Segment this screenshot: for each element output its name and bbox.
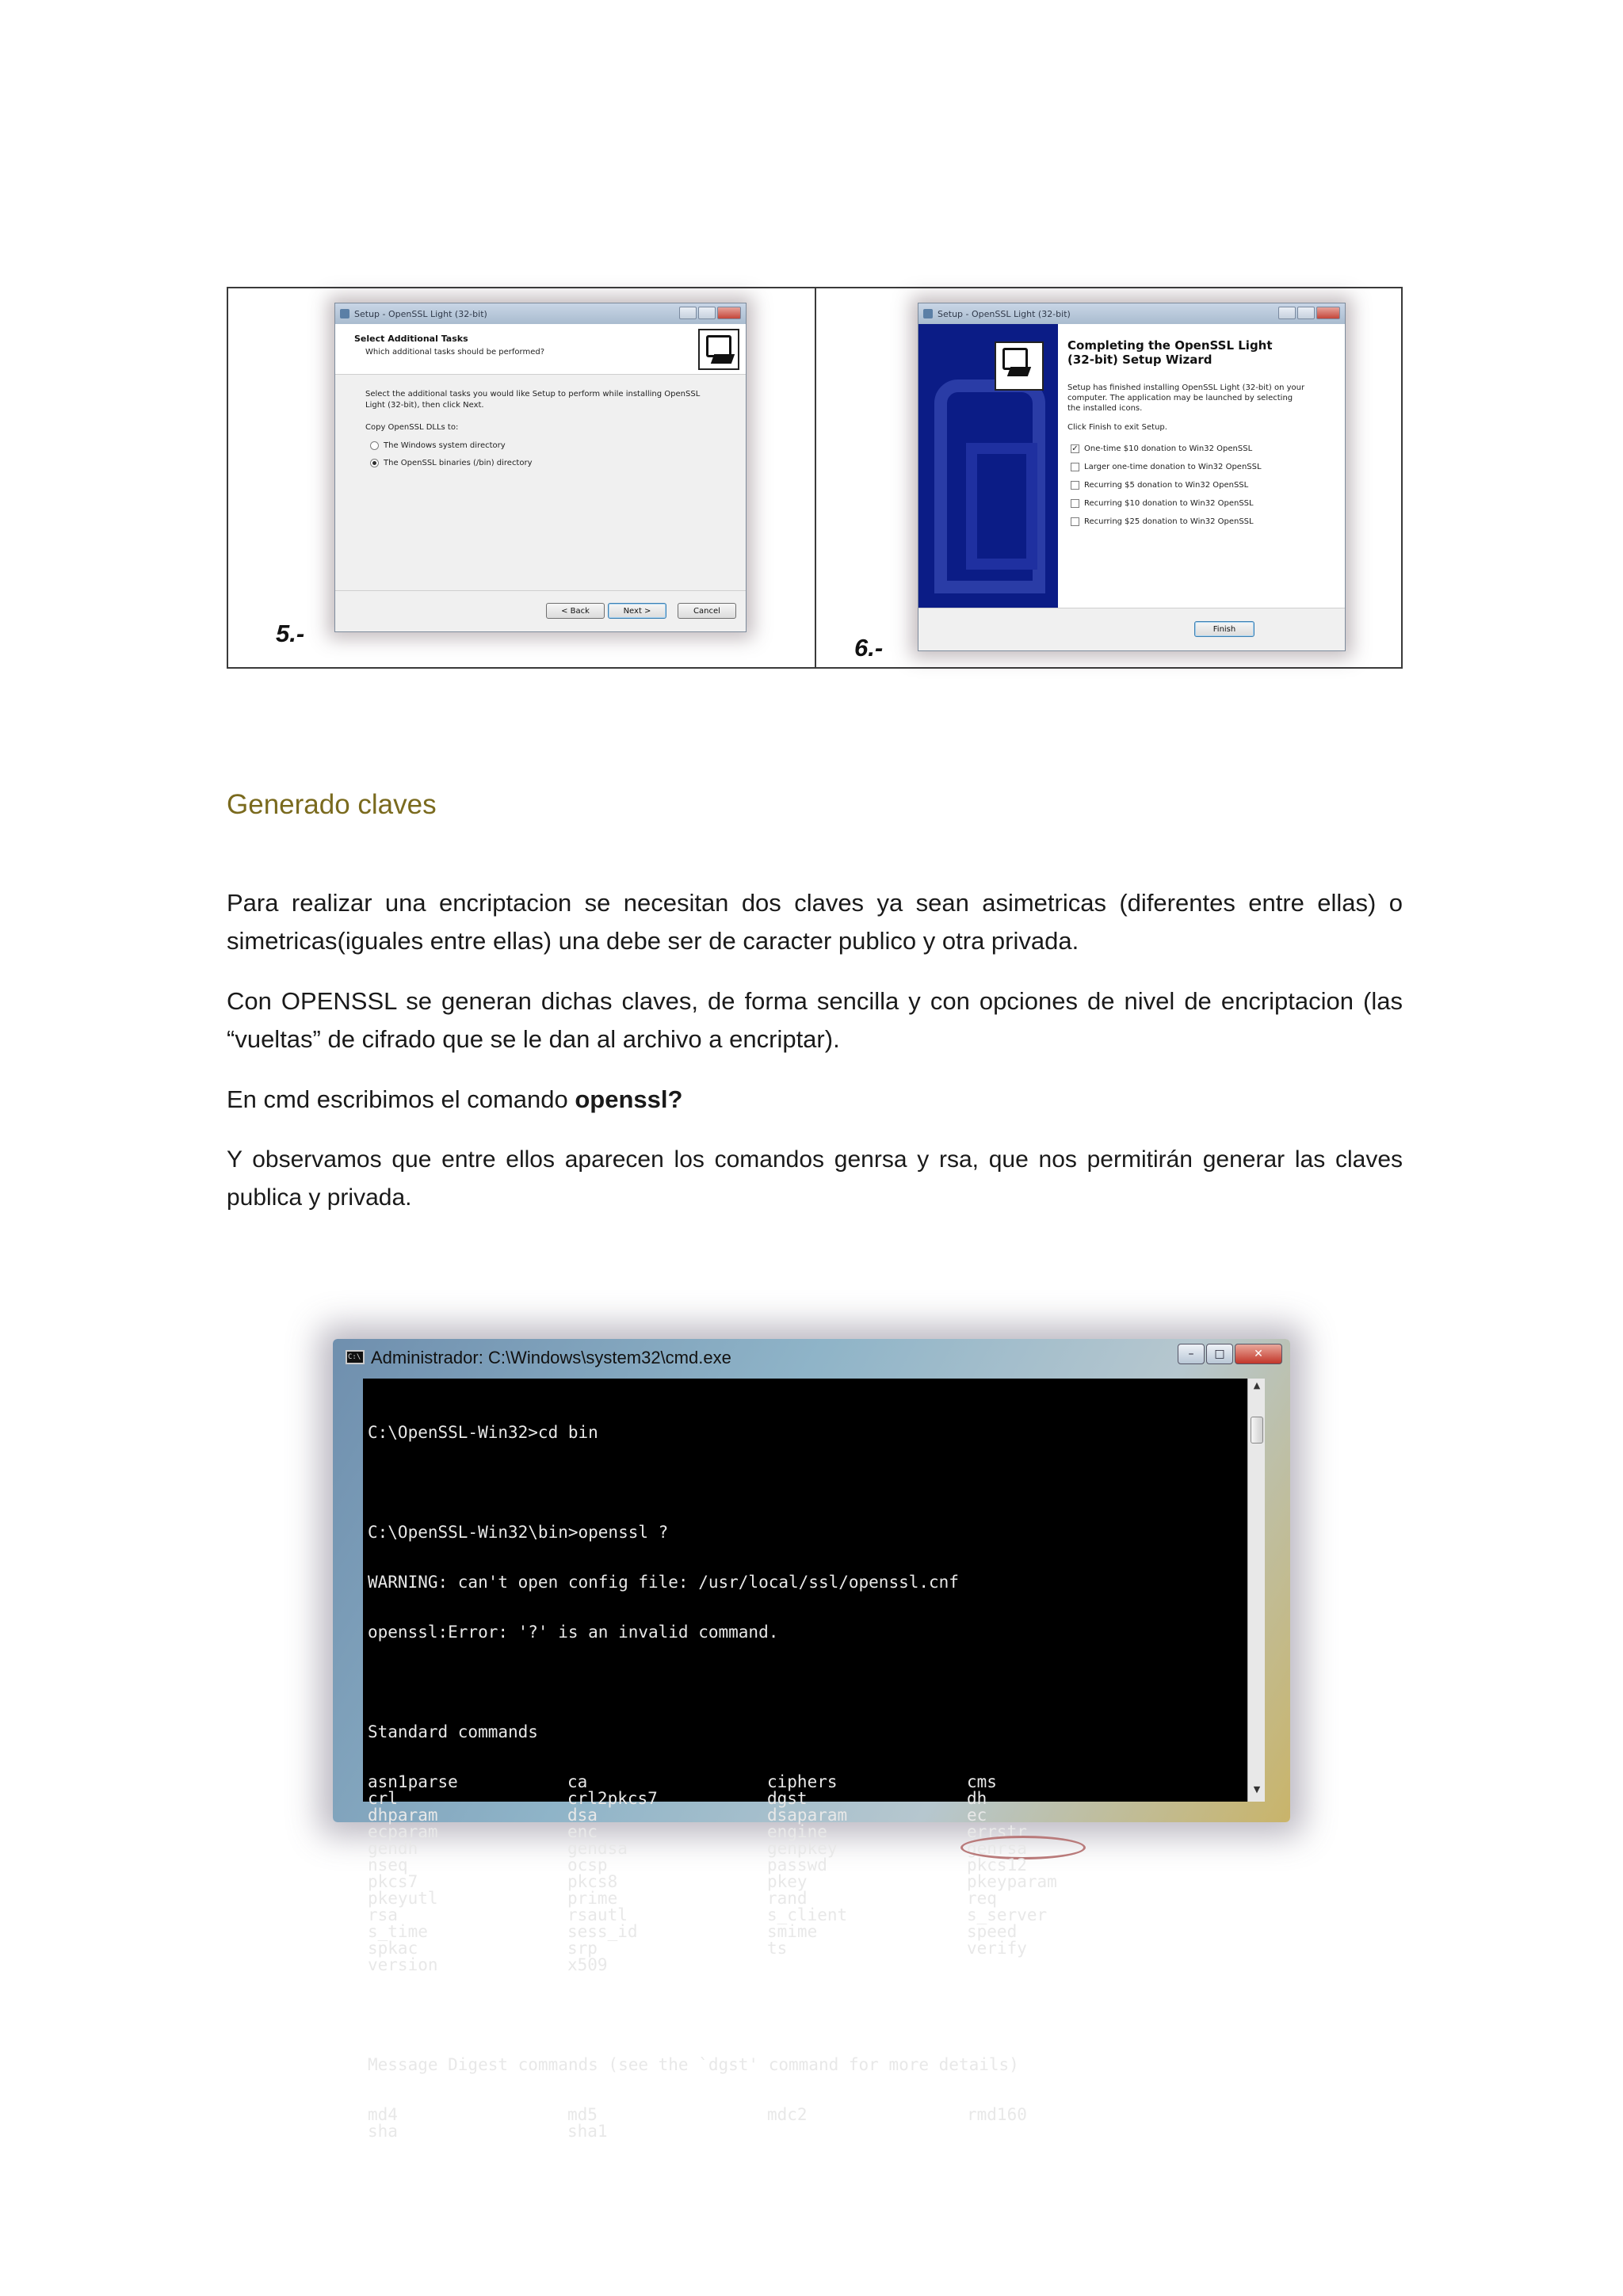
standard-command-row (368, 1890, 1019, 1907)
command-pkcs8: pkcs8 (567, 1872, 618, 1891)
command-ts: ts (767, 1939, 788, 1958)
standard-command-row (368, 1774, 1019, 1791)
window-controls (1178, 1344, 1282, 1364)
installer-screenshots-table (227, 287, 1403, 669)
command-version: version (368, 1955, 438, 1974)
radio-icon (370, 441, 379, 450)
command-s-server: s_server (967, 1905, 1048, 1924)
maximize-button[interactable] (1297, 307, 1315, 319)
command-s-time: s_time (368, 1922, 428, 1941)
command-verify: verify (967, 1939, 1027, 1958)
standard-command-row (368, 1905, 1048, 1924)
command-x509: x509 (567, 1955, 608, 1974)
command-rmd160: rmd160 (967, 2105, 1027, 2124)
section-heading: Generado claves (227, 789, 437, 820)
command-crl: crl (368, 1789, 398, 1808)
wizard-content (1058, 324, 1345, 609)
completing-wizard-dialog (918, 303, 1346, 651)
checkbox-icon (1071, 499, 1079, 508)
console-output[interactable] (363, 1379, 1265, 2141)
donation-checkbox-3[interactable] (1071, 481, 1248, 490)
cmd-window-title: Administrador: C:\Windows\system32\cmd.exe (371, 1348, 731, 1367)
command-genpkey: genpkey (767, 1839, 838, 1858)
command-rand: rand (767, 1889, 808, 1908)
cancel-button[interactable]: Cancel (678, 603, 736, 619)
checkbox-label: Recurring $10 donation to Win32 OpenSSL (1084, 499, 1254, 508)
checkbox-icon (1071, 463, 1079, 471)
donation-checkbox-5[interactable] (1071, 517, 1254, 526)
dialog-footer (918, 608, 1345, 650)
command-sha: sha (368, 2122, 398, 2141)
standard-command-row (368, 1957, 1019, 1974)
header-subtitle: Which additional tasks should be performed? (365, 348, 545, 357)
standard-command-row (368, 1855, 1027, 1875)
finish-hint: Click Finish to exit Setup. (1067, 423, 1167, 432)
banner-shape (966, 443, 1037, 570)
console-scrollbar[interactable] (1247, 1379, 1265, 1802)
dll-group-label: Copy OpenSSL DLLs to: (365, 423, 459, 432)
command-genrsa: genrsa (967, 1839, 1027, 1858)
close-button[interactable] (717, 307, 741, 319)
header-title: Select Additional Tasks (354, 334, 468, 344)
setup-window-icon (340, 309, 349, 318)
dialog-title: Setup - OpenSSL Light (32-bit) (938, 308, 1071, 319)
donation-checkbox-4[interactable] (1071, 499, 1254, 508)
command-speed: speed (967, 1922, 1018, 1941)
command-ciphers: ciphers (767, 1772, 838, 1791)
radio-windows-system-directory[interactable] (370, 441, 506, 450)
command-intro-text: En cmd escribimos el comando (227, 1085, 575, 1113)
back-button[interactable]: < Back (546, 603, 605, 619)
standard-commands-list (368, 1772, 1057, 1974)
paragraph-openssl-levels: Con OPENSSL se generan dichas claves, de forma sencilla y con opciones de nivel de encriptacion (las “vueltas” de cifrado que se le dan al archivo a encriptar). (227, 987, 1403, 1053)
command-ca: ca (567, 1772, 588, 1791)
standard-command-row (368, 1939, 1027, 1958)
maximize-button[interactable]: □ (1206, 1344, 1233, 1364)
standard-command-row (368, 1839, 1027, 1858)
scroll-up-icon[interactable]: ▲ (1253, 1380, 1261, 1390)
scroll-thumb[interactable] (1251, 1417, 1263, 1444)
setup-window-icon (923, 309, 933, 318)
console-text (368, 1391, 1057, 2173)
cmd-icon: C:\ (346, 1350, 365, 1364)
command-s-client: s_client (767, 1905, 848, 1924)
checkbox-label: Recurring $5 donation to Win32 OpenSSL (1084, 481, 1249, 490)
digest-command-row (368, 2123, 1019, 2140)
command-spkac: spkac (368, 1939, 418, 1958)
wizard-title-line2: (32-bit) Setup Wizard (1067, 353, 1212, 367)
minimize-button[interactable] (679, 307, 697, 319)
standard-command-row (368, 1807, 1019, 1824)
setup-computer-icon (698, 329, 739, 370)
command-gendh: gendh (368, 1839, 418, 1858)
console-blank-line (368, 1474, 1019, 1491)
checkbox-label: One-time $10 donation to Win32 OpenSSL (1084, 444, 1253, 453)
close-button[interactable]: ✕ (1235, 1344, 1282, 1364)
command-md5: md5 (567, 2105, 598, 2124)
command-cms: cms (967, 1772, 997, 1791)
digest-commands-list (368, 2105, 1027, 2141)
command-passwd: passwd (767, 1855, 827, 1875)
table-divider (815, 288, 816, 667)
digest-commands-header: Message Digest commands (see the `dgst' command for more details) (368, 2055, 1019, 2074)
command-ec: ec (967, 1806, 987, 1825)
command-nseq: nseq (368, 1855, 408, 1875)
standard-command-row (368, 1791, 1019, 1807)
scroll-down-icon[interactable]: ▼ (1253, 1784, 1261, 1794)
command-name: openssl? (575, 1085, 683, 1113)
command-srp: srp (567, 1939, 598, 1958)
donation-checkbox-1[interactable] (1071, 444, 1252, 453)
command-engine: engine (767, 1822, 827, 1841)
command-dgst: dgst (767, 1789, 808, 1808)
radio-label: The OpenSSL binaries (/bin) directory (384, 459, 533, 467)
footer-separator (335, 590, 746, 591)
minimize-button[interactable]: – (1178, 1344, 1205, 1364)
radio-openssl-bin-directory[interactable] (370, 459, 533, 467)
command-enc: enc (567, 1822, 598, 1841)
console-line-error: openssl:Error: '?' is an invalid command. (368, 1623, 779, 1642)
standard-command-row (368, 1924, 1019, 1940)
paragraph-cmd-command (227, 1081, 1403, 1119)
checkbox-label: Larger one-time donation to Win32 OpenSSL (1084, 463, 1262, 471)
command-req: req (967, 1889, 997, 1908)
wizard-description: Setup has finished installing OpenSSL Light (32-bit) on your computer. The application may be launched by selecting the installed icons. (1067, 383, 1305, 413)
select-tasks-dialog (334, 303, 747, 632)
finish-button[interactable]: Finish (1194, 621, 1254, 637)
command-pkeyutl: pkeyutl (368, 1889, 438, 1908)
command-crl2pkcs7: crl2pkcs7 (567, 1789, 658, 1808)
wizard-side-banner (918, 324, 1058, 609)
step-6-label: 6.- (854, 634, 884, 662)
paragraph-keys-intro: Para realizar una encriptacion se necesitan dos claves ya sean asimetricas (diferentes entre ellas) o simetricas(iguales entre ellas) una debe ser de caracter publico y otra privada. (227, 889, 1403, 955)
minimize-button[interactable] (1278, 307, 1296, 319)
close-button[interactable] (1316, 307, 1340, 319)
command-dhparam: dhparam (368, 1806, 438, 1825)
window-controls (1278, 307, 1340, 319)
cmd-window (333, 1339, 1290, 2141)
command-md4: md4 (368, 2105, 398, 2124)
command-gendsa: gendsa (567, 1839, 628, 1858)
console-blank-line (368, 2007, 1019, 2023)
command-pkey: pkey (767, 1872, 808, 1891)
command-ocsp: ocsp (567, 1855, 608, 1875)
wizard-title-line1: Completing the OpenSSL Light (1067, 338, 1273, 353)
checkbox-icon (1071, 517, 1079, 526)
step-5-label: 5.- (276, 620, 305, 647)
command-rsautl: rsautl (567, 1905, 628, 1924)
console-blank-line (368, 1674, 1019, 1691)
digest-command-row (368, 2105, 1027, 2124)
command-pkcs12: pkcs12 (967, 1855, 1027, 1875)
command-mdc2: mdc2 (767, 2105, 808, 2124)
next-button[interactable]: Next > (608, 603, 666, 619)
radio-selected-icon (370, 459, 379, 467)
command-asn1parse: asn1parse (368, 1772, 458, 1791)
dialog-description: Select the additional tasks you would like Setup to perform while installing OpenSSL Light (32-bit), then click Next. (365, 390, 701, 410)
command-sha1: sha1 (567, 2122, 608, 2141)
setup-computer-icon (995, 341, 1044, 391)
checkbox-label: Recurring $25 donation to Win32 OpenSSL (1084, 517, 1254, 526)
command-prime: prime (567, 1889, 618, 1908)
command-dsa: dsa (567, 1806, 598, 1825)
donation-checkbox-2[interactable] (1071, 463, 1262, 471)
standard-command-row (368, 1872, 1057, 1891)
standard-commands-header: Standard commands (368, 1722, 538, 1741)
radio-label: The Windows system directory (384, 441, 506, 450)
window-controls (679, 307, 741, 319)
dialog-header (335, 324, 746, 375)
paragraph-genrsa-rsa: Y observamos que entre ellos aparecen los comandos genrsa y rsa, que nos permitirán generar las claves publica y privada. (227, 1146, 1403, 1211)
command-dh: dh (967, 1789, 987, 1808)
checkbox-icon (1071, 481, 1079, 490)
command-smime: smime (767, 1922, 818, 1941)
wizard-title (1067, 338, 1273, 367)
console-line-warning: WARNING: can't open config file: /usr/local/ssl/openssl.cnf (368, 1573, 959, 1592)
standard-command-row (368, 1822, 1027, 1841)
checkbox-checked-icon: ✓ (1071, 444, 1079, 453)
command-pkcs7: pkcs7 (368, 1872, 418, 1891)
command-pkeyparam: pkeyparam (967, 1872, 1057, 1891)
command-sess-id: sess_id (567, 1922, 638, 1941)
maximize-button[interactable] (698, 307, 716, 319)
command-dsaparam: dsaparam (767, 1806, 848, 1825)
dialog-title: Setup - OpenSSL Light (32-bit) (354, 308, 487, 319)
command-ecparam: ecparam (368, 1822, 438, 1841)
command-rsa: rsa (368, 1905, 398, 1924)
command-errstr: errstr (967, 1822, 1027, 1841)
console-line-cd: C:\OpenSSL-Win32>cd bin (368, 1423, 598, 1442)
console-line-prompt: C:\OpenSSL-Win32\bin>openssl ? (368, 1523, 669, 1542)
